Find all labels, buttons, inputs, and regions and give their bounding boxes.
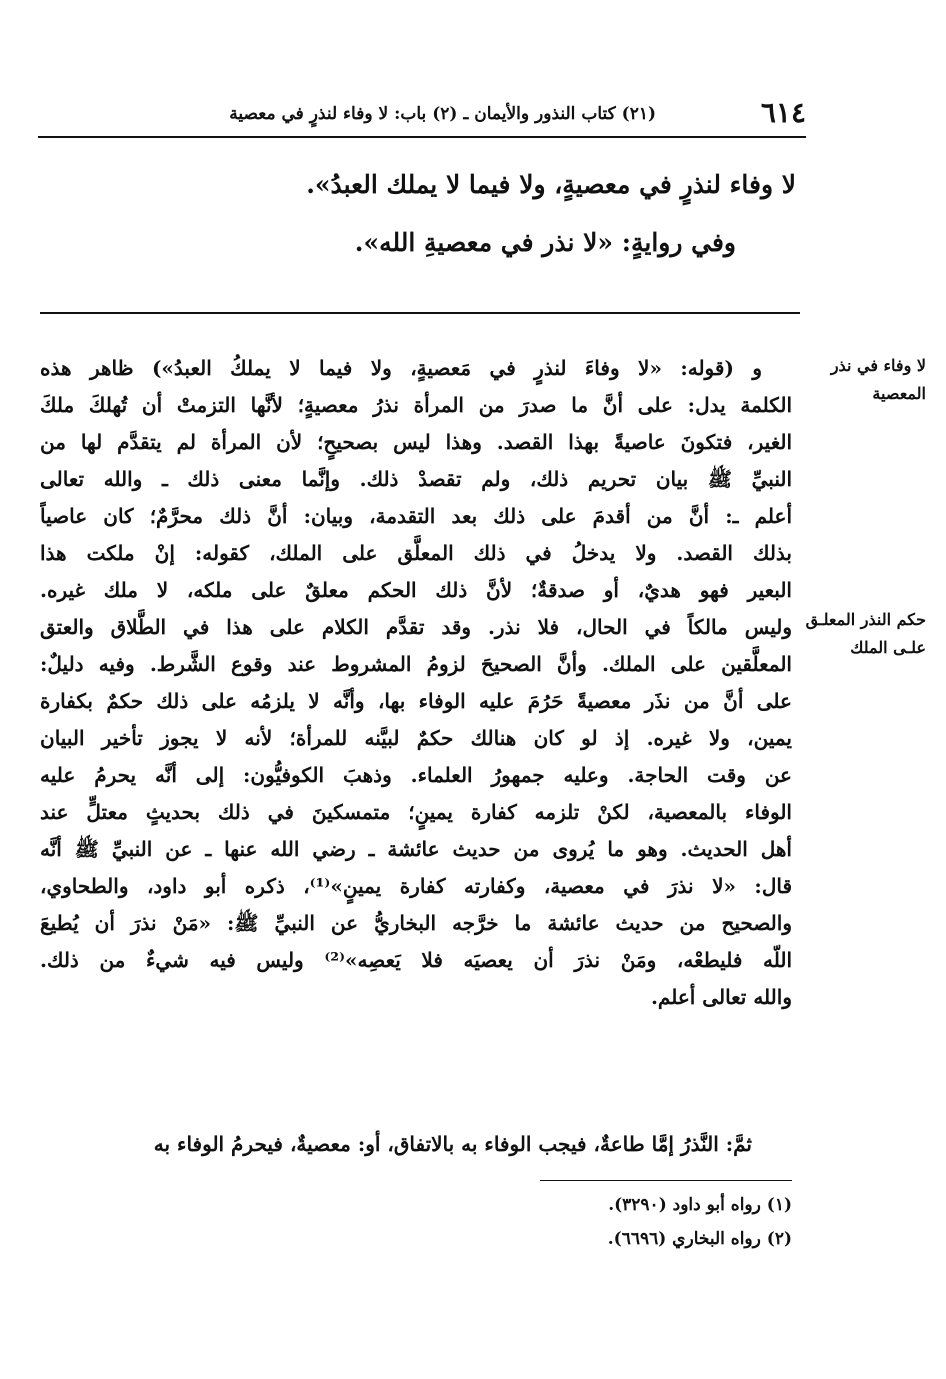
margin-heading-conditional-vow: حكم النذر المعلـق علـى الملك xyxy=(805,610,926,657)
commentary-line: أعلم ـ: أنَّ من أقدمَ على ذلك بعد التقدمة، وبيان: أنَّ ذلك محرَّمٌ؛ كان عاصياً xyxy=(40,504,792,528)
page-header xyxy=(38,96,806,138)
commentary-line: والله تعالى أعلم. xyxy=(650,985,792,1009)
section-divider xyxy=(40,312,800,314)
footnote-divider xyxy=(540,1180,792,1181)
commentary-line: الوفاء بالمعصية، لكنْ تلزمه كفارة يمينٍ؛ متمسكينَ في ذلك بحديثٍ معتلٍّ عند xyxy=(40,800,792,824)
hadith-text-line: لا وفاء لنذرٍ في معصيةٍ، ولا فيما لا يملك العبدُ». xyxy=(306,170,796,199)
running-title: (٢١) كتاب النذور والأيمان ـ (٢) باب: لا وفاء لنذرٍ في معصية xyxy=(229,104,656,124)
commentary-line: والصحيح من حديث عائشة ما خرَّجه البخاريُّ عن النبيِّ ﷺ: «مَنْ نذرَ أن يُطيعَ xyxy=(40,911,792,935)
footnotes xyxy=(40,1188,792,1256)
footnote-1: (١) رواه أبو داود (٣٢٩٠). xyxy=(608,1195,792,1215)
commentary-line: قال: «لا نذرَ في معصية، وكفارته كفارة يمينٍ»⁽¹⁾، ذكره أبو داود، والطحاوي، xyxy=(40,874,792,898)
commentary-line: بذلك القصد. ولا يدخلُ في ذلك المعلَّق على الملك، كقوله: إنْ ملكت هذا xyxy=(40,541,792,565)
commentary-line: البعير فهو هديٌ، أو صدقةٌ؛ لأنَّ ذلك الحكم معلقٌ على ملكه، لا ملك غيره. xyxy=(40,578,792,602)
commentary-line: المعلَّقين على الملك. وأنَّ الصحيحَ لزومُ المشروط عند وقوع الشَّرط. وفيه دليلٌ: xyxy=(40,652,792,676)
commentary-line: الغير، فتكونَ عاصيةً بهذا القصد. وهذا ليس بصحيحٍ؛ لأن المرأة لم يتقدَّم لها من xyxy=(40,430,792,454)
commentary-line: اللّه فليطعْه، ومَنْ نذرَ أن يعصيَه فلا يَعصِه»⁽²⁾ وليس فيه شيءٌ من ذلك. xyxy=(40,948,792,972)
hadith-variant-line: وفي روايةٍ: «لا نذر في معصيةِ الله». xyxy=(354,228,736,257)
footnote-2: (٢) رواه البخاري (٦٦٩٦). xyxy=(607,1229,792,1249)
continuation-paragraph: ثمَّ: النَّذرُ إمَّا طاعةٌ، فيجب الوفاء به بالاتفاق، أو: معصيةٌ، فيحرمُ الوفاء به xyxy=(153,1132,752,1156)
page-number: ٦١٤ xyxy=(760,96,806,129)
commentary-line: يمين، ولا غيره. إذ لو كان هنالك حكمٌ لبيَّنه للمرأة؛ لأنه لا يجوز تأخير البيان xyxy=(40,726,792,750)
margin-heading-no-vow-in-sin: لا وفاء في نذر المعصية xyxy=(830,356,926,403)
commentary-line: النبيِّ ﷺ بيان تحريم ذلك، ولم تقصدْ ذلك. وإنَّما معنى ذلك ـ والله تعالى xyxy=(40,467,792,491)
commentary-body xyxy=(40,350,792,1016)
commentary-line: الكلمة يدل: على أنَّ ما صدرَ من المرأة نذرُ معصيةٍ؛ لأنَّها التزمتْ أن تُهلكَ ملكَ xyxy=(40,393,792,417)
commentary-line: و (قوله: «لا وفاءَ لنذرٍ في مَعصيةٍ، ولا فيما لا يملكُ العبدُ») ظاهر هذه xyxy=(40,356,762,380)
commentary-line: عن وقت الحاجة. وعليه جمهورُ العلماء. وذهبَ الكوفيُّون: إلى أنَّه يحرمُ عليه xyxy=(40,763,792,787)
commentary-line: على أنَّ من نذَر معصيةً حَرُمَ عليه الوفاء بها، وأنَّه لا يلزمُه على ذلك حكمٌ بكفارة xyxy=(40,689,792,713)
commentary-line: أهل الحديث. وهو ما يُروى من حديث عائشة ـ رضي الله عنها ـ عن النبيِّ ﷺ أنَّه xyxy=(40,837,792,861)
commentary-line: وليس مالكاً في الحال، فلا نذر. وقد تقدَّم الكلام على هذا في الطَّلاق والعتق xyxy=(40,615,792,639)
